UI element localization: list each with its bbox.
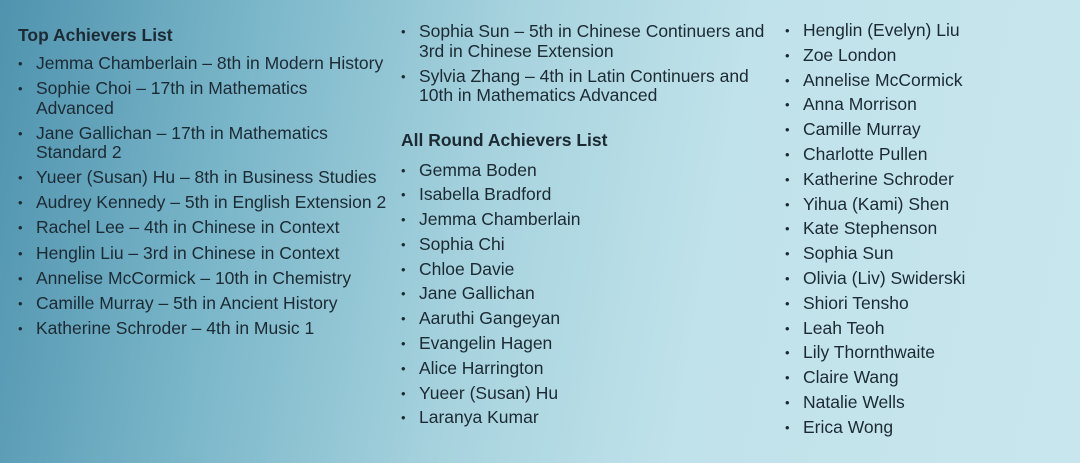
list-item: • Claire Wang bbox=[785, 368, 1075, 388]
column-3 bbox=[785, 0, 1075, 443]
list-item: • Natalie Wells bbox=[785, 393, 1075, 413]
list-item: • Sophia Sun bbox=[785, 244, 1075, 264]
list-item: • Isabella Bradford bbox=[401, 185, 776, 205]
list-item: • Jemma Chamberlain – 8th in Modern History bbox=[18, 54, 388, 74]
top-achievers-list-continued bbox=[401, 22, 776, 106]
list-item: • Annelise McCormick bbox=[785, 71, 1075, 91]
column-2 bbox=[401, 0, 776, 433]
list-item: • Kate Stephenson bbox=[785, 219, 1075, 239]
top-achievers-list bbox=[18, 54, 388, 338]
all-round-achievers-list-continued bbox=[785, 21, 1075, 437]
list-item: • Anna Morrison bbox=[785, 95, 1075, 115]
list-item: • Camille Murray bbox=[785, 120, 1075, 140]
list-item: • Katherine Schroder – 4th in Music 1 bbox=[18, 319, 388, 339]
list-item: • Gemma Boden bbox=[401, 161, 776, 181]
list-item: • Jane Gallichan bbox=[401, 284, 776, 304]
list-item: • Alice Harrington bbox=[401, 359, 776, 379]
list-item: • Sophie Choi – 17th in Mathematics Advanced bbox=[18, 79, 388, 118]
list-item: • Annelise McCormick – 10th in Chemistry bbox=[18, 269, 388, 289]
list-item: • Camille Murray – 5th in Ancient History bbox=[18, 294, 388, 314]
all-round-achievers-list bbox=[401, 161, 776, 428]
list-item: • Henglin (Evelyn) Liu bbox=[785, 21, 1075, 41]
list-item: • Sophia Sun – 5th in Chinese Continuers and 3rd in Chinese Extension bbox=[401, 22, 776, 61]
list-item: • Shiori Tensho bbox=[785, 294, 1075, 314]
column-1 bbox=[18, 0, 388, 344]
list-item: • Leah Teoh bbox=[785, 319, 1075, 339]
list-item: • Chloe Davie bbox=[401, 260, 776, 280]
list-item: • Henglin Liu – 3rd in Chinese in Context bbox=[18, 244, 388, 264]
list-item: • Katherine Schroder bbox=[785, 170, 1075, 190]
list-item: • Yueer (Susan) Hu bbox=[401, 384, 776, 404]
list-item: • Sophia Chi bbox=[401, 235, 776, 255]
list-item: • Aaruthi Gangeyan bbox=[401, 309, 776, 329]
all-round-achievers-heading: All Round Achievers List bbox=[401, 129, 608, 150]
list-item: • Erica Wong bbox=[785, 418, 1075, 438]
list-item: • Yueer (Susan) Hu – 8th in Business Studies bbox=[18, 168, 388, 188]
list-item: • Laranya Kumar bbox=[401, 408, 776, 428]
list-item: • Olivia (Liv) Swiderski bbox=[785, 269, 1075, 289]
list-item: • Charlotte Pullen bbox=[785, 145, 1075, 165]
list-item: • Evangelin Hagen bbox=[401, 334, 776, 354]
list-item: • Yihua (Kami) Shen bbox=[785, 195, 1075, 215]
list-item: • Jane Gallichan – 17th in Mathematics Standard 2 bbox=[18, 124, 388, 163]
list-item: • Lily Thornthwaite bbox=[785, 343, 1075, 363]
list-item: • Rachel Lee – 4th in Chinese in Context bbox=[18, 218, 388, 238]
list-item: • Audrey Kennedy – 5th in English Extension 2 bbox=[18, 193, 388, 213]
list-item: • Zoe London bbox=[785, 46, 1075, 66]
top-achievers-heading: Top Achievers List bbox=[18, 25, 173, 45]
list-item: • Jemma Chamberlain bbox=[401, 210, 776, 230]
list-item: • Sylvia Zhang – 4th in Latin Continuers and 10th in Mathematics Advanced bbox=[401, 67, 776, 106]
